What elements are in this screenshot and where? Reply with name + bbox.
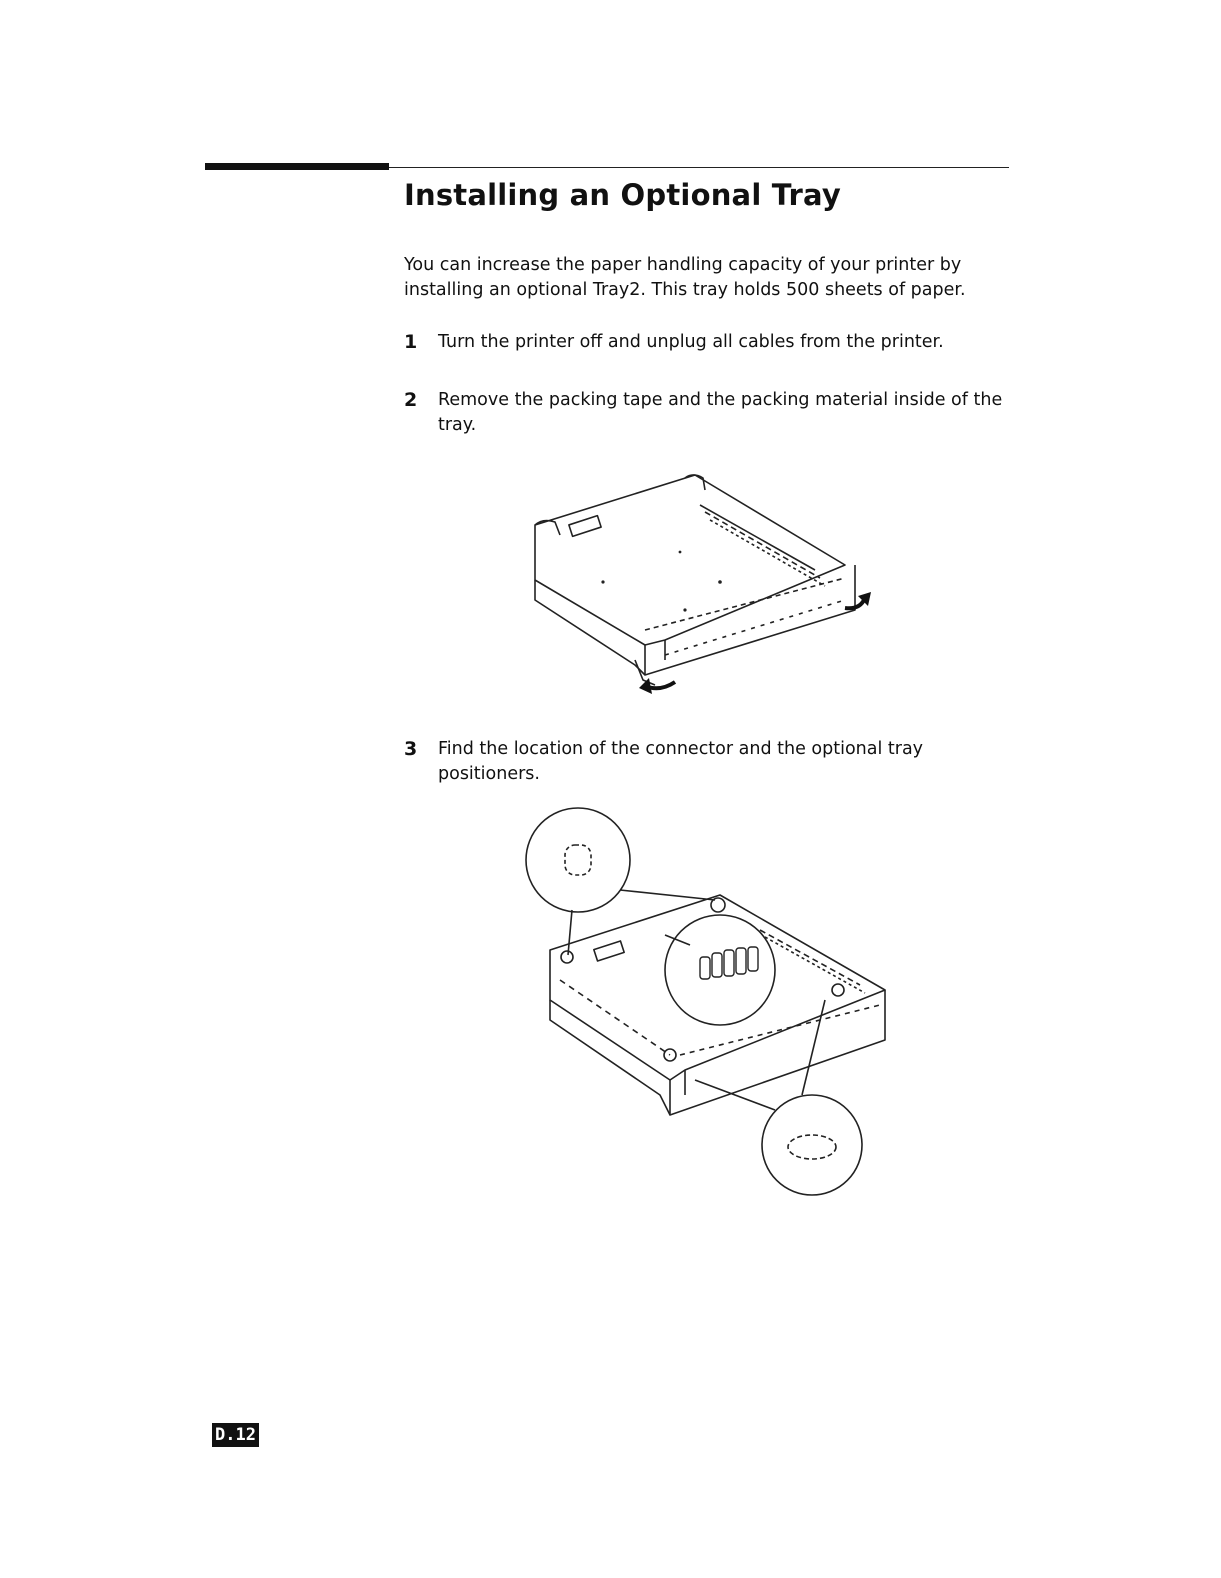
header-rule-thick [205,163,389,170]
tray-underside-illustration [515,460,880,705]
step-text: Remove the packing tape and the packing material inside of the tray. [438,390,1003,435]
step-1 [404,330,1024,355]
step-number: 2 [404,389,418,411]
header-rule-thin [389,167,1009,168]
step-text: Find the location of the connector and the optional tray positioners. [438,739,924,784]
step-number: 3 [404,738,418,760]
tray-connector-illustration [520,805,900,1200]
intro-paragraph: You can increase the paper handling capacity of your printer by installing an optional Tray2. This tray holds 500 sheets of paper. [404,255,966,300]
step-number: 1 [404,331,418,353]
step-text: Turn the printer off and unplug all cables from the printer. [438,332,944,352]
step-2 [404,388,1024,438]
page-number-badge: D.12 [212,1423,259,1447]
step-3 [404,737,1024,787]
page-title: Installing an Optional Tray [404,178,842,212]
